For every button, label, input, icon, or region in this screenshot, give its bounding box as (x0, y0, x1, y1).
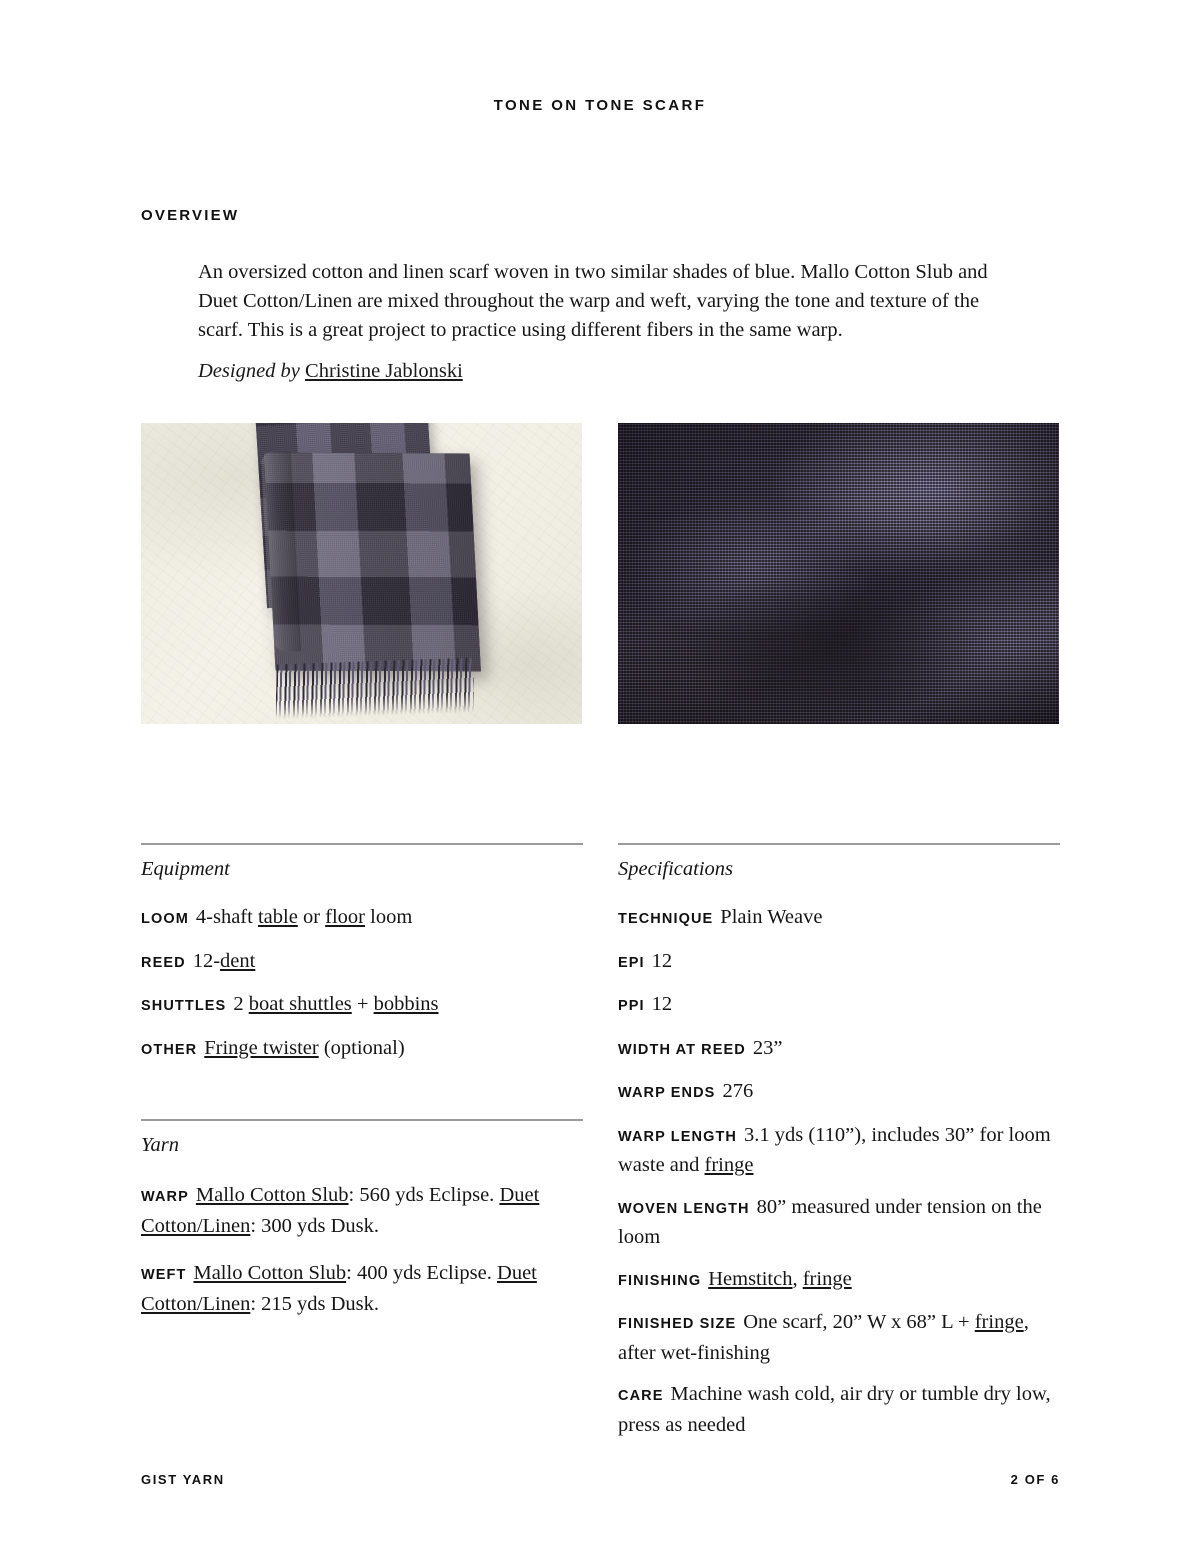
yarn-entry (141, 1259, 583, 1318)
specification-entry-label: WOVEN LENGTH (618, 1200, 750, 1217)
specification-entry (618, 1380, 1060, 1439)
specification-entry-value: 12 (651, 993, 673, 1015)
footer-brand: GIST YARN (141, 1472, 225, 1487)
inline-link[interactable]: Duet Cotton/Linen (141, 1262, 537, 1315)
footer-page-number: 2 OF 6 (1010, 1472, 1060, 1487)
scarf-folded-photo (141, 423, 582, 724)
specification-entry-label: PPI (618, 998, 645, 1014)
specification-entry (618, 1077, 1060, 1108)
overview-paragraph: An oversized cotton and linen scarf woven in two similar shades of blue. Mallo Cotton Slub and Duet Cotton/Linen are mixed throughout the warp and weft, varying the tone and texture of the scarf. This is a great project to practice using different fibers in the same warp. (198, 261, 988, 341)
scarf-fringe (276, 658, 475, 720)
equipment-list (141, 903, 583, 1064)
specification-entry (618, 990, 1060, 1021)
equipment-column (141, 843, 583, 1064)
inline-link[interactable]: fringe (974, 1311, 1024, 1333)
specification-entry-label: FINISHED SIZE (618, 1316, 737, 1332)
specification-entry-value: Machine wash cold, air dry or tumble dry low, press as needed (618, 1383, 1051, 1436)
inline-link[interactable]: Duet Cotton/Linen (141, 1184, 540, 1237)
inline-link[interactable]: bobbins (373, 993, 439, 1015)
yarn-column (141, 1119, 583, 1337)
specification-entry-value: 80” measured under tension on the loom (618, 1195, 1042, 1248)
fabric-closeup-photo (618, 423, 1059, 724)
inline-link[interactable]: boat shuttles (248, 993, 352, 1015)
yarn-list (141, 1181, 583, 1318)
designed-by-label: Designed by (198, 360, 306, 382)
equipment-entry (141, 990, 583, 1021)
specifications-list (618, 903, 1060, 1439)
inline-link[interactable]: Hemstitch (708, 1267, 793, 1290)
specification-entry-value: 23” (752, 1036, 783, 1059)
fabric-shading (618, 423, 1059, 724)
yarn-entry (141, 1181, 583, 1240)
specification-entry-label: EPI (618, 954, 645, 971)
equipment-entry-value: 4-shaft table or floor loom (195, 906, 413, 928)
page-footer (141, 1472, 1060, 1487)
equipment-entry-value: 2 boat shuttles + bobbins (233, 993, 439, 1015)
specification-entry (618, 1121, 1060, 1180)
inline-link[interactable]: Fringe twister (204, 1036, 319, 1059)
designer-link[interactable]: Christine Jablonski (305, 360, 463, 382)
specification-entry (618, 1193, 1060, 1252)
inline-link[interactable]: floor (325, 906, 365, 928)
yarn-entry-value: Mallo Cotton Slub: 400 yds Eclipse. Duet Cotton/Linen: 215 yds Dusk. (141, 1262, 537, 1315)
divider (141, 843, 583, 845)
equipment-entry-label: REED (141, 954, 186, 971)
equipment-entry-label: SHUTTLES (141, 998, 227, 1014)
page-title: TONE ON TONE SCARF (493, 97, 707, 114)
specification-entry-label: WARP ENDS (618, 1085, 716, 1101)
specification-entry-label: WARP LENGTH (618, 1128, 737, 1145)
specifications-title: Specifications (618, 858, 734, 880)
designer-credit (198, 357, 463, 386)
yarn-title: Yarn (141, 1134, 179, 1156)
specification-entry (618, 947, 1060, 978)
specification-entry-value: Hemstitch, fringe (708, 1267, 852, 1290)
inline-link[interactable]: fringe (802, 1267, 852, 1290)
inline-link[interactable]: fringe (704, 1154, 754, 1176)
divider (141, 1119, 583, 1121)
specification-entry-value: 12 (651, 949, 673, 972)
equipment-title: Equipment (141, 858, 230, 880)
inline-link[interactable]: Mallo Cotton Slub (195, 1184, 349, 1206)
specification-entry-value: One scarf, 20” W x 68” L + fringe, after wet-finishing (618, 1311, 1029, 1364)
equipment-entry (141, 1034, 583, 1065)
equipment-entry-value: 12-dent (192, 949, 256, 972)
specification-entry (618, 903, 1060, 934)
overview-heading: OVERVIEW (141, 207, 240, 224)
equipment-entry-value: Fringe twister (optional) (204, 1036, 405, 1059)
specification-entry-label: WIDTH AT REED (618, 1041, 746, 1058)
specification-entry (618, 1308, 1060, 1367)
yarn-entry-label: WEFT (141, 1267, 187, 1283)
specification-entry-value: 276 (722, 1080, 754, 1102)
yarn-entry-label: WARP (141, 1189, 189, 1205)
specification-entry (618, 1034, 1060, 1065)
specification-entry (618, 1265, 1060, 1296)
divider (618, 843, 1060, 845)
specification-entry-label: TECHNIQUE (618, 911, 714, 927)
inline-link[interactable]: table (257, 906, 298, 928)
specification-entry-label: CARE (618, 1388, 664, 1404)
equipment-entry (141, 947, 583, 978)
specification-entry-label: FINISHING (618, 1272, 702, 1289)
specifications-column (618, 843, 1060, 1439)
equipment-entry-label: LOOM (141, 911, 189, 927)
equipment-entry (141, 903, 583, 934)
specification-entry-value: 3.1 yds (110”), includes 30” for loom waste and fringe (618, 1123, 1051, 1176)
yarn-entry-value: Mallo Cotton Slub: 560 yds Eclipse. Duet Cotton/Linen: 300 yds Dusk. (141, 1184, 540, 1237)
specification-entry-value: Plain Weave (720, 906, 823, 928)
inline-link[interactable]: Mallo Cotton Slub (193, 1262, 347, 1284)
equipment-entry-label: OTHER (141, 1041, 198, 1058)
inline-link[interactable]: dent (220, 949, 256, 972)
